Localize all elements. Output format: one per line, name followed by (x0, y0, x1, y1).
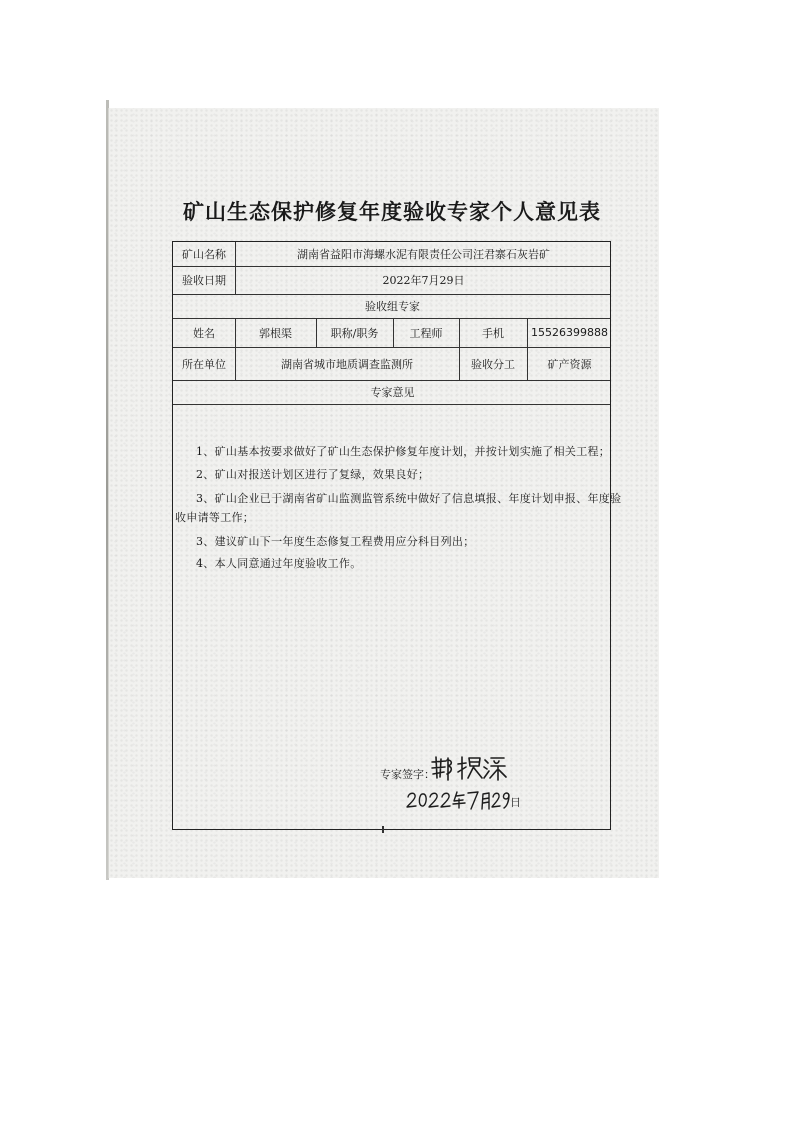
phone-label: 手机 (482, 326, 504, 340)
svg-text:日: 日 (510, 796, 521, 809)
opinion-header: 专家意见 (370, 386, 415, 399)
acceptance-date-label: 验收日期 (182, 274, 226, 287)
opinion-item-2: 2、矿山对报送计划区进行了复绿，效果良好； (196, 468, 430, 481)
row-divider (173, 404, 610, 405)
title-label: 职称/职务 (330, 326, 379, 340)
unit-value: 湖南省城市地质调查监测所 (281, 357, 413, 371)
mine-name-label: 矿山名称 (182, 248, 226, 261)
opinion-item-3-continued: 收申请等工作； (175, 511, 255, 524)
opinion-item-5: 4、本人同意通过年度验收工作。 (196, 557, 362, 570)
mine-name-value: 湖南省益阳市海螺水泥有限责任公司汪君寨石灰岩矿 (297, 248, 550, 261)
page-mark (382, 826, 384, 833)
handwritten-signature (428, 752, 508, 782)
opinion-item-3: 3、矿山企业已于湖南省矿山监测监管系统中做好了信息填报、年度计划申报、年度验 (196, 492, 622, 505)
division-label: 验收分工 (471, 357, 515, 371)
title-value: 工程师 (409, 326, 443, 340)
division-value: 矿产资源 (547, 357, 592, 371)
name-value: 郭根渠 (259, 326, 292, 340)
phone-value: 15526399888 (531, 326, 608, 339)
signature-label: 专家签字： (380, 768, 435, 781)
acceptance-date-value: 2022年7月29日 (382, 274, 465, 287)
opinion-item-1: 1、矿山基本按要求做好了矿山生态保护修复年度计划，并按计划实施了相关工程； (196, 445, 611, 458)
expert-group-header: 验收组专家 (365, 300, 420, 313)
opinion-item-4: 3、建议矿山下一年度生态修复工程费用应分科目列出； (196, 535, 475, 548)
name-label: 姓名 (193, 326, 215, 340)
handwritten-date (405, 788, 521, 810)
document-title: 矿山生态保护修复年度验收专家个人意见表 (183, 200, 601, 224)
unit-label: 所在单位 (182, 357, 226, 371)
